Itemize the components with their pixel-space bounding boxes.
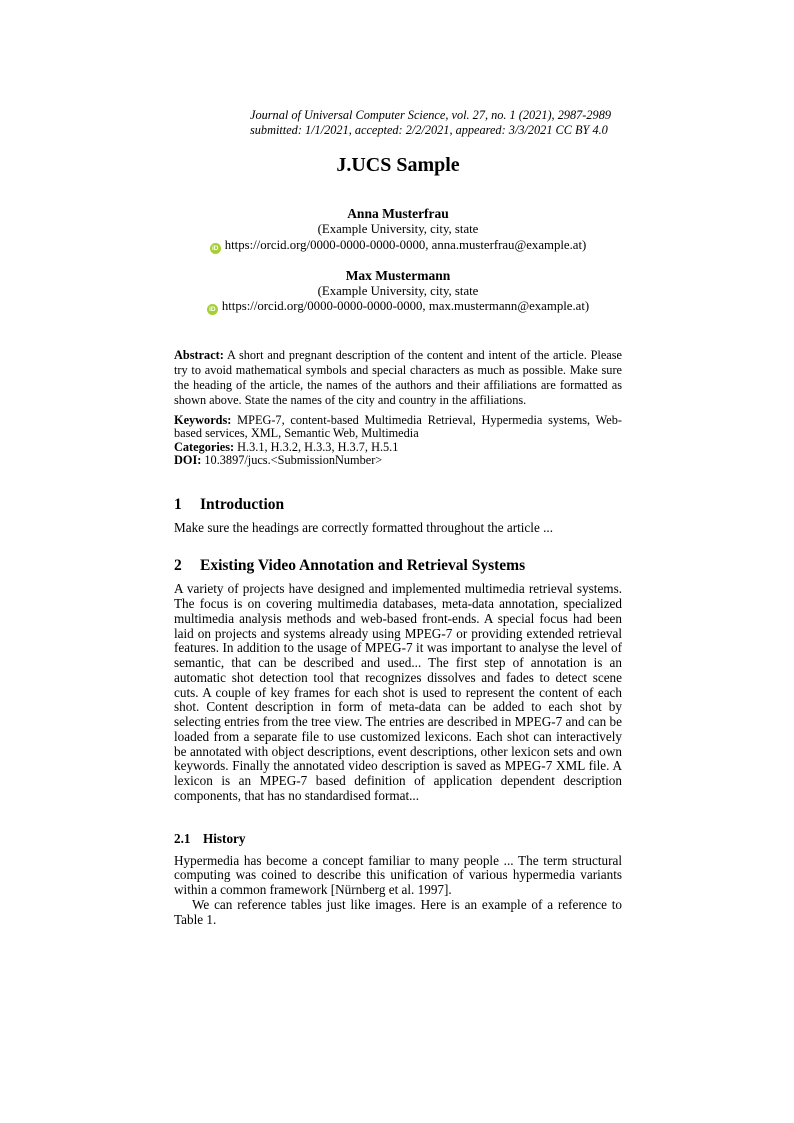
section-number: 2 <box>174 557 182 575</box>
journal-header <box>174 108 622 138</box>
categories-line <box>174 441 622 455</box>
doi-line <box>174 454 622 468</box>
author-orcid-line <box>174 238 622 254</box>
author-name: Anna Musterfrau <box>347 206 449 221</box>
section-2-1-heading <box>174 831 622 847</box>
orcid-url[interactable]: https://orcid.org/0000-0000-0000-0000, max.mustermann@example.at) <box>221 299 590 313</box>
author-affiliation: (Example University, city, state <box>317 283 479 298</box>
section-number: 1 <box>174 495 182 513</box>
doi-text: 10.3897/jucs.<SubmissionNumber> <box>204 453 383 468</box>
abstract <box>174 348 622 408</box>
keywords-label: Keywords: <box>174 412 232 427</box>
section-1-paragraph: Make sure the headings are correctly formatted throughout the article ... <box>174 519 553 535</box>
paper-content-column <box>174 0 622 927</box>
categories-label: Categories: <box>174 439 235 454</box>
orcid-icon: iD <box>207 304 218 315</box>
doi-label: DOI: <box>174 453 202 468</box>
author-orcid-line <box>174 299 622 315</box>
section-2-heading <box>174 556 622 575</box>
journal-header-line2: submitted: 1/1/2021, accepted: 2/2/2021, appeared: 3/3/2021 CC BY 4.0 <box>250 123 608 137</box>
abstract-text: A short and pregnant description of the content and intent of the article. Please try to avoid mathematical symbols and special characters as much as possible. Make sure the heading of the article, the names of the authors and their affiliations are formatted as shown above. State the names of the city and country in the affiliations. <box>174 348 622 407</box>
section-2-1-paragraph-1: Hypermedia has become a concept familiar to many people ... The term structural computing was coined to describe this unification of various hypermedia variants within a common framework [Nürnberg et al. 1997]. <box>174 852 622 898</box>
abstract-label: Abstract: <box>174 348 224 362</box>
author-name: Max Mustermann <box>345 267 451 283</box>
author-block-1 <box>174 205 622 254</box>
section-title: Existing Video Annotation and Retrieval Systems <box>200 557 526 575</box>
keywords-line <box>174 414 622 441</box>
section-1-heading <box>174 495 622 514</box>
section-2-paragraph: A variety of projects have designed and implemented multimedia retrieval systems. The focus is on covering multimedia databases, meta-data annotation, specialized multimedia analysis methods and web-based front-ends. A special focus had been laid on projects and systems already using MPEG-7 or providing extended retrieval features. In addition to the usage of MPEG-7 it was important to analyse the level of semantic, that can be described and used... The first step of annotation is an automatic shot detection tool that recognizes dissolves and fades to detect scene cuts. A couple of key frames for each shot is used to represent the content of each shot. Content description in form of meta-data can be added to each shot by selecting entries from the tree view. The entries are described in MPEG-7 and can be loaded from a separate file to use customized lexicons. Each shot can interactively be annotated with object descriptions, event descriptions, other lexicon sets and own keywords. Finally the annotated video description is saved as MPEG-7 XML file. A lexicon is an MPEG-7 based definition of application dependent description components, that has no standardised format... <box>174 581 622 803</box>
keywords-text: MPEG-7, content-based Multimedia Retrieval, Hypermedia systems, Web-based services, XML, Semantic Web, Multimedia <box>174 412 622 441</box>
section-2-1-paragraph-2: We can reference tables just like images. Here is an example of a reference to Table 1. <box>174 896 622 927</box>
author-block-2 <box>174 267 622 316</box>
section-number: 2.1 <box>174 830 191 846</box>
author-affiliation: (Example University, city, state <box>317 222 479 236</box>
meta-block <box>174 414 622 468</box>
orcid-icon: iD <box>210 243 221 254</box>
categories-text: H.3.1, H.3.2, H.3.3, H.3.7, H.5.1 <box>237 439 399 454</box>
journal-header-line1: Journal of Universal Computer Science, vol. 27, no. 1 (2021), 2987-2989 <box>250 108 611 122</box>
section-title: Introduction <box>200 495 285 513</box>
page-title: J.UCS Sample <box>336 154 460 176</box>
orcid-url[interactable]: https://orcid.org/0000-0000-0000-0000, anna.musterfrau@example.at) <box>224 237 587 252</box>
section-title: History <box>203 830 246 846</box>
